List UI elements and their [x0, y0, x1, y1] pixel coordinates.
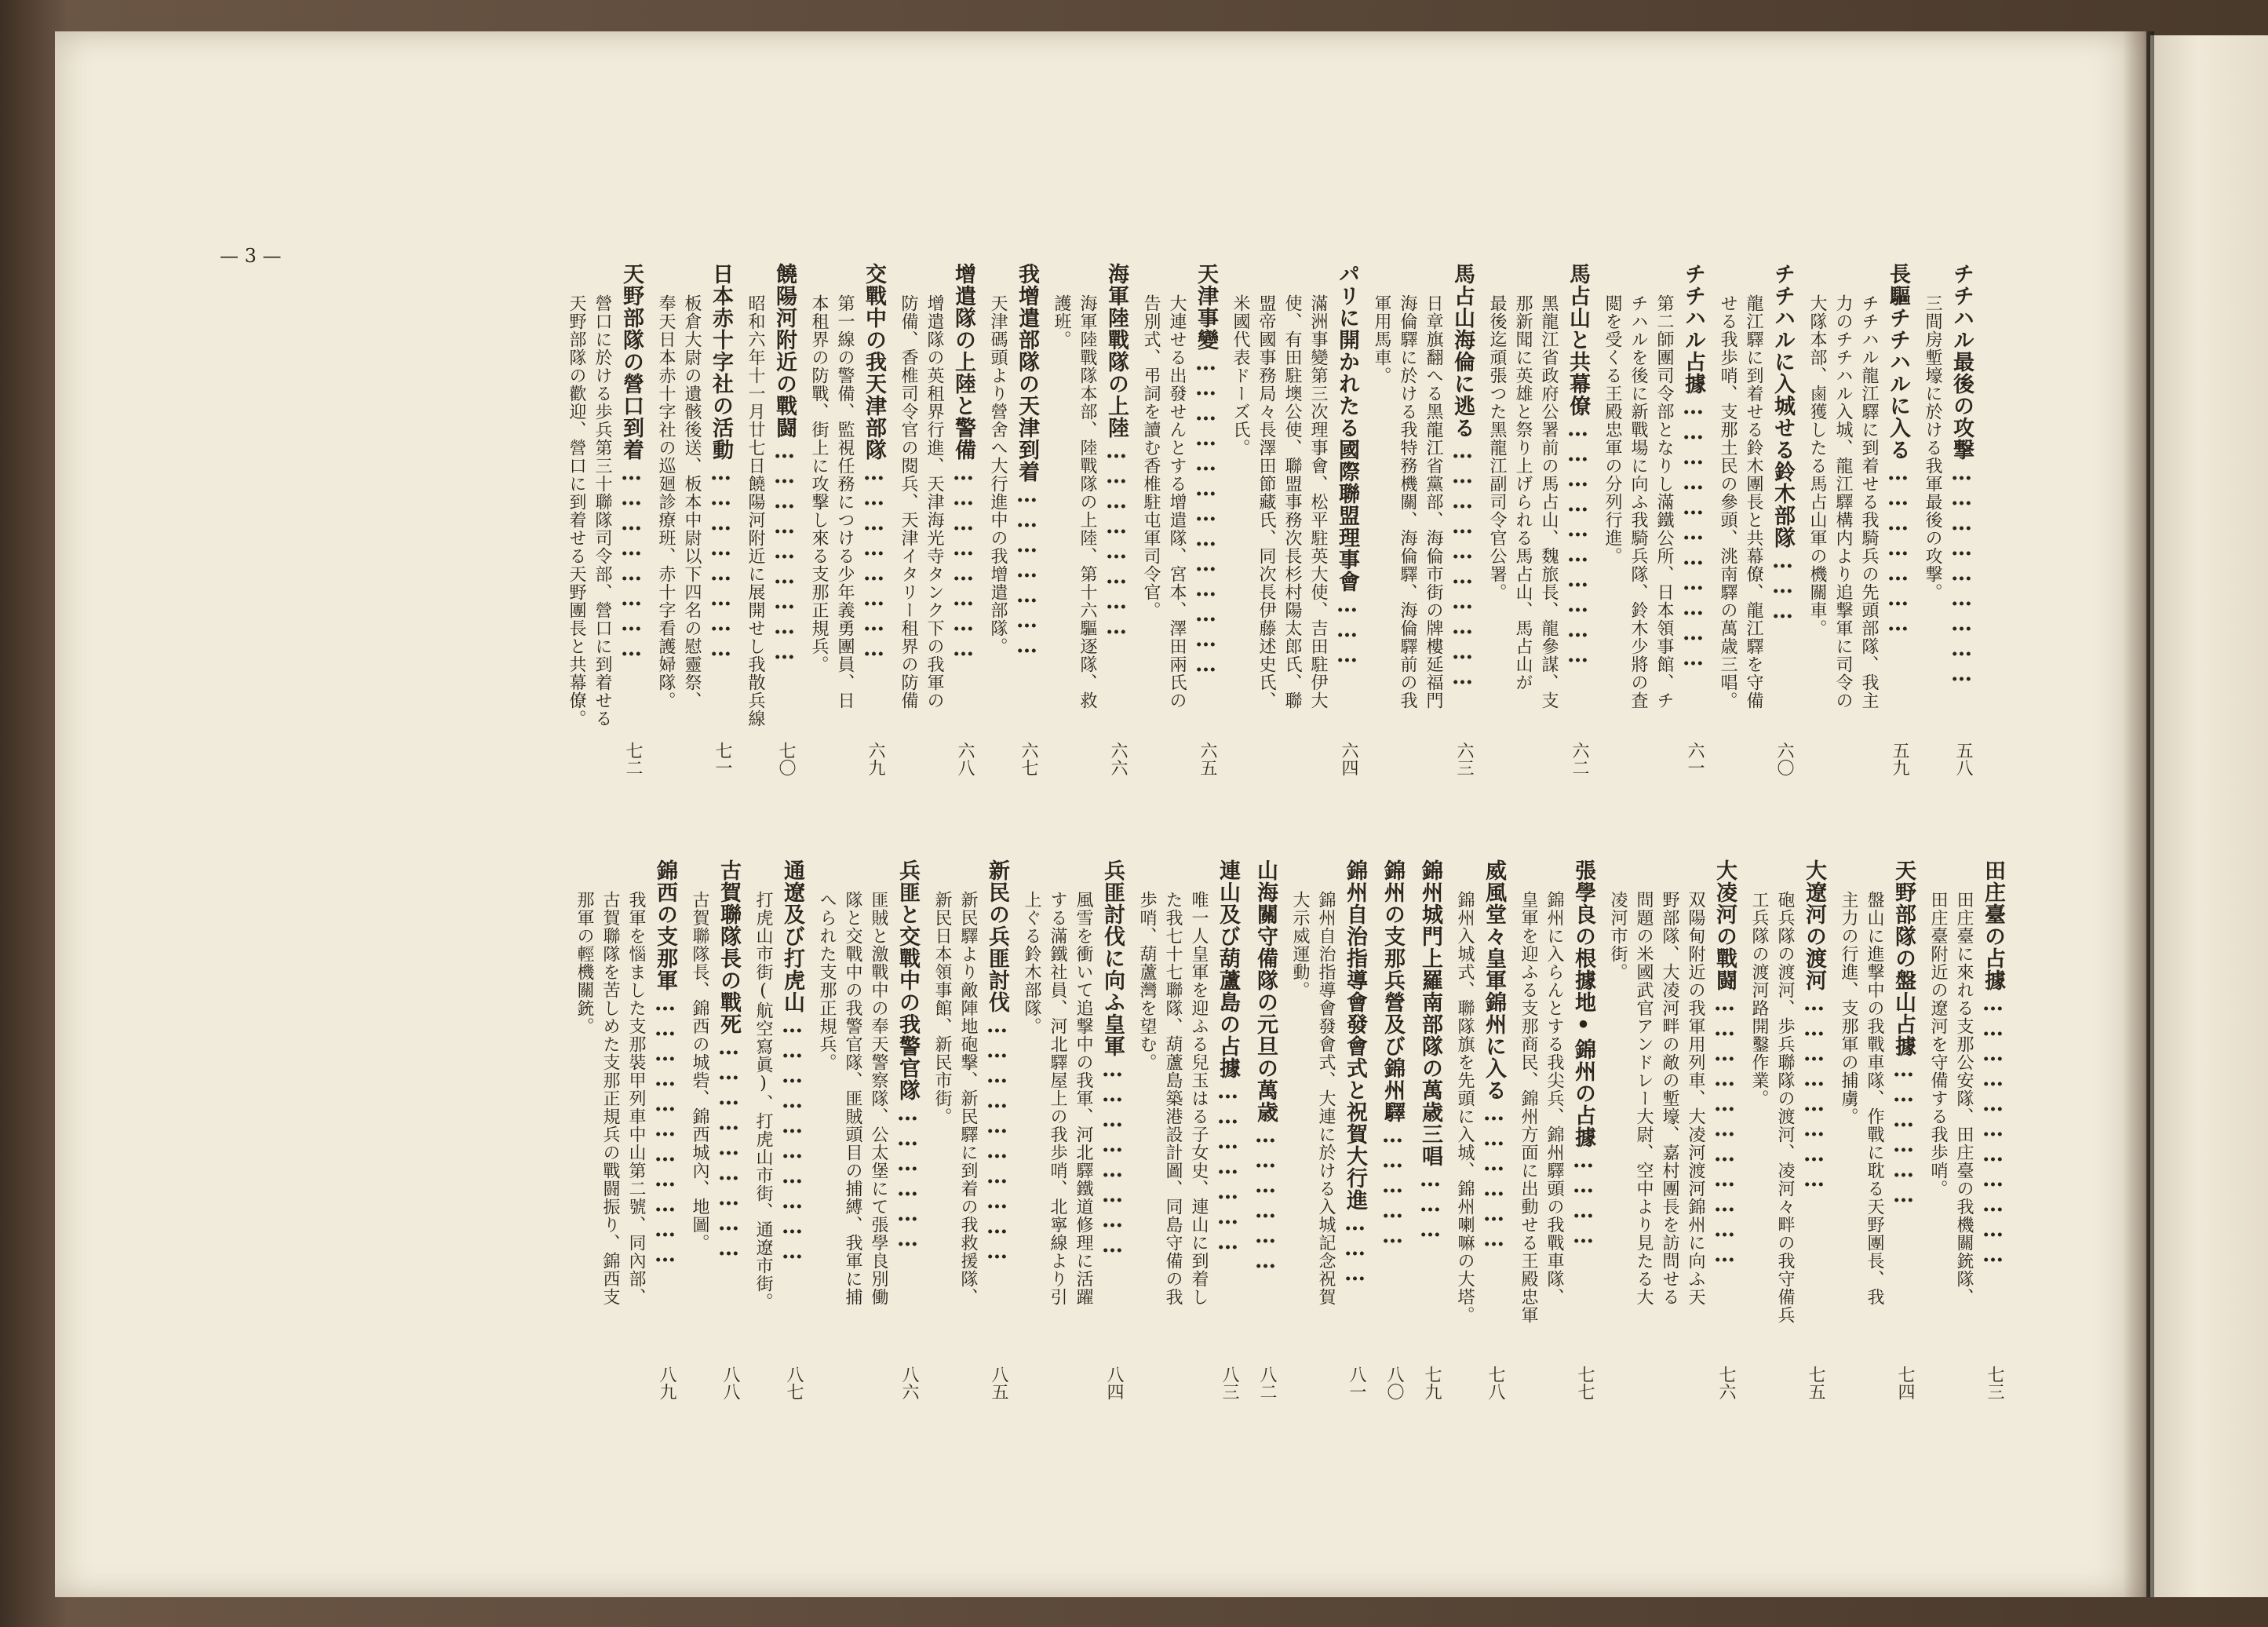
- toc-entry-description: 凌河市街。: [1608, 891, 1628, 981]
- toc-entry-page-number: 六〇: [1774, 742, 1794, 776]
- toc-entry-heading: チチハルに入城せる鈴木部隊………: [1770, 263, 1795, 624]
- toc-entry-heading: 我增遣部隊の天津到着…………………: [1015, 263, 1039, 658]
- toc-entry-heading: 馬占山海倫に逃る…………………………: [1450, 263, 1475, 690]
- toc-entry-heading: 大凌河の戰闘……………………………: [1712, 859, 1737, 1268]
- toc-entry-page-number: 八五: [989, 1366, 1008, 1400]
- toc-entry-description: 告別式、弔詞を讀む香椎駐屯軍司令官。: [1141, 294, 1161, 619]
- toc-entry-description: 防備、香椎司令官の閱兵、天津イタリー租界の防備: [899, 294, 918, 710]
- toc-entry-description: 古賀聯隊を苦しめた支那正規兵の戰闘振り、錦西支: [600, 891, 620, 1306]
- toc-entry-description: 新民日本領事館、新民市街。: [932, 891, 952, 1125]
- toc-entry-description: 問題の米國武官アンドレー大尉、空中より見たる大: [1634, 891, 1654, 1306]
- toc-entry-description: する滿鐵社員、河北驛屋上の我歩哨、北寧線より引: [1048, 891, 1067, 1306]
- next-page-edge: [2150, 35, 2268, 1597]
- toc-entry-description: 閲を受くる王殿忠軍の分列行進。: [1603, 294, 1622, 565]
- toc-entry-description: へられた支那正規兵。: [817, 891, 837, 1071]
- toc-entry-heading: 錦州自治指導會發會式と祝賀大行進………: [1343, 859, 1367, 1286]
- toc-entry-heading: 張學良の根據地•錦州の占據…………: [1571, 859, 1595, 1249]
- toc-entry-page-number: 七八: [1486, 1366, 1505, 1400]
- toc-entry-description: 錦州に入らんとする我尖兵、錦州驛頭の我戰車隊、: [1544, 891, 1564, 1306]
- toc-entry-description: 田庄臺附近の遼河を守備する我歩哨。: [1928, 891, 1948, 1198]
- toc-entry-page-number: 七二: [623, 742, 643, 776]
- toc-entry-heading: 天野部隊の盤山占據………………: [1891, 859, 1916, 1208]
- toc-entry-heading: 古賀聯隊長の戰死………………………: [716, 859, 741, 1261]
- toc-entry-page-number: 七〇: [776, 742, 796, 776]
- toc-entry-description: 新民驛より敵陣地砲撃、新民驛に到着の我救援隊、: [958, 891, 978, 1306]
- toc-entry-page-number: 六七: [1019, 742, 1038, 776]
- toc-entry-page-number: 八三: [1220, 1366, 1239, 1400]
- toc-entry-description: 力のチチハル入城、龍江驛構内より追撃軍に司令の: [1833, 294, 1853, 710]
- toc-entry-description: 隊と交戰中の我警官隊、匪賊頭目の捕縛、我軍に捕: [843, 891, 862, 1306]
- toc-entry-heading: 海軍陸戰隊の上陸……………………: [1104, 263, 1129, 640]
- toc-entry-page-number: 七一: [713, 742, 732, 776]
- toc-entry-description: 打虎山市街(航空寫眞)、打虎山市街、通遼市街。: [753, 891, 773, 1311]
- toc-entry-description: 天野部隊の歡迎、營口に到着せる天野團長と共幕僚。: [567, 294, 586, 728]
- toc-entry-description: チチハル龍江驛に到着せる我騎兵の先頭部隊、我主: [1859, 294, 1879, 710]
- toc-entry-heading: 錦州の支那兵營及び錦州驛……………: [1380, 859, 1405, 1249]
- toc-entry-description: 皇軍を迎ふる支那商民、錦州方面に出動せる王殿忠軍: [1519, 891, 1538, 1324]
- toc-entry-description: 黑龍江省政府公署前の馬占山、魏旅長、龍參謀、支: [1539, 294, 1559, 710]
- toc-entry-heading: 田庄臺の占據……………………………: [1981, 859, 2005, 1268]
- toc-entry-page-number: 七五: [1806, 1366, 1825, 1400]
- toc-entry-description: 大示威運動。: [1290, 891, 1310, 999]
- toc-entry-description: 工兵隊の渡河路開鑿作業。: [1749, 891, 1769, 1107]
- toc-entry-description: せる我歩哨、支那土民の參頭、洮南驛の萬歳三唱。: [1718, 294, 1737, 710]
- toc-entry-heading: パリに開かれたる國際聯盟理事會………: [1335, 263, 1359, 668]
- toc-entry-page-number: 六六: [1108, 742, 1128, 776]
- toc-entry-description: 田庄臺に來れる支那公安隊、田庄臺の我機關銃隊、: [1954, 891, 1974, 1306]
- toc-entry-description: 野部隊、大凌河畔の敵の塹壕、嘉村團長を訪問せる: [1660, 891, 1679, 1306]
- toc-entry-page-number: 六四: [1339, 742, 1358, 776]
- toc-entry-description: 日章旗翻へる黑龍江省黨部、海倫市街の牌樓延福門: [1424, 294, 1443, 710]
- toc-entry-description: 主力の行進、支那軍の捕虜。: [1839, 891, 1858, 1125]
- page-number: — 3 —: [220, 245, 282, 267]
- toc-entry-heading: チチハル占據……………………………: [1681, 263, 1705, 671]
- toc-entry-description: 三間房塹壕に於ける我軍最後の攻撃。: [1923, 294, 1942, 601]
- toc-entry-page-number: 八二: [1257, 1366, 1277, 1400]
- toc-entry-page-number: 七七: [1575, 1366, 1595, 1400]
- toc-entry-description: 我軍を惱ました支那裝甲列車中山第二號、同內部、: [626, 891, 646, 1306]
- toc-entry-description: 龍江驛に到着せる鈴木團長と共幕僚、龍江驛を守備: [1744, 294, 1763, 710]
- toc-entry-description: 第一線の警備、監視任務につける少年義勇團員、日: [835, 294, 855, 710]
- toc-entry-page-number: 七六: [1716, 1366, 1736, 1400]
- toc-entry-heading: 增遣隊の上陸と警備……………………: [951, 263, 975, 662]
- toc-entry-heading: 交戰中の我天津部隊……………………: [862, 263, 886, 662]
- toc-entry-description: 使、有田駐墺公使、聯盟事務次長杉村陽太郎氏、聯: [1282, 294, 1302, 710]
- toc-entry-heading: 通遼及び打虎山…………………………: [780, 859, 804, 1264]
- toc-entry-description: 大隊本部、鹵獲したる馬占山軍の機關車。: [1807, 294, 1827, 637]
- toc-entry-page-number: 六五: [1198, 742, 1217, 776]
- toc-entry-description: 砲兵隊の渡河、歩兵聯隊の渡河、凌河々畔の我守備兵: [1775, 891, 1795, 1324]
- toc-entry-page-number: 八七: [784, 1366, 804, 1400]
- toc-entry-description: 上ぐる鈴木部隊。: [1022, 891, 1041, 1035]
- toc-entry-description: 風雪を衝いて追撃中の我軍、河北驛鐵道修理に活躍: [1074, 891, 1093, 1306]
- toc-entry-heading: チチハル最後の攻撃………………………: [1949, 263, 1974, 687]
- toc-entry-page-number: 六一: [1685, 742, 1705, 776]
- toc-entry-page-number: 六九: [866, 742, 885, 776]
- toc-entry-heading: 錦西の支那軍……………………………: [653, 859, 677, 1268]
- page-fold: [2123, 31, 2154, 1597]
- toc-entry-heading: 馬占山と共幕僚…………………………: [1566, 263, 1590, 668]
- toc-entry-description: た我七十七聯隊、葫蘆島築港設計圖、同島守備の我: [1163, 891, 1183, 1306]
- toc-entry-description: 海軍陸戰隊本部、陸戰隊の上陸、第十六驅逐隊、救: [1077, 294, 1097, 710]
- toc-entry-heading: 長驅チチハルに入る…………………: [1886, 263, 1910, 637]
- toc-entry-description: 增遣隊の英租界行進、天津海光寺タンク下の我軍の: [924, 294, 944, 710]
- toc-entry-description: 双陽甸附近の我軍用列車、大凌河渡河錦州に向ふ天: [1686, 891, 1705, 1306]
- toc-entry-description: 錦州自治指導會發會式、大連に於ける入城記念祝賀: [1316, 891, 1336, 1306]
- toc-entry-page-number: 六三: [1454, 742, 1474, 776]
- toc-entry-description: 最後迄頑張つた黑龍江副司令官公署。: [1487, 294, 1507, 601]
- toc-entry-heading: 日本赤十字社の活動……………………: [709, 263, 733, 662]
- toc-entry-heading: 威風堂々皇軍錦州に入る………………: [1482, 859, 1506, 1252]
- toc-entry-page-number: 五八: [1953, 742, 1973, 776]
- toc-entry-description: チハルを後に新戰場に向ふ我騎兵隊、鈴木少將の査: [1628, 294, 1648, 710]
- toc-entry-description: 大連せる出發せんとする增遣隊、宮本、澤田兩氏の: [1167, 294, 1187, 710]
- toc-entry-description: 本租界の防戰、街上に攻撃し來る支那正規兵。: [809, 294, 829, 673]
- toc-entry-page-number: 八一: [1347, 1366, 1366, 1400]
- toc-entry-page-number: 八四: [1104, 1366, 1124, 1400]
- toc-entry-heading: 山海關守備隊の元旦の萬歳………………: [1253, 859, 1278, 1274]
- toc-entry-page-number: 六二: [1570, 742, 1589, 776]
- toc-entry-heading: 天津事變…………………………………: [1194, 263, 1218, 677]
- toc-entry-description: 唯一人皇軍を迎ふる兒玉はる子女史、連山に到着し: [1189, 891, 1209, 1306]
- toc-entry-description: 營口に於ける歩兵第三十聯隊司令部、營口に到着せる: [593, 294, 612, 728]
- toc-entry-heading: 兵匪討伐に向ふ皇軍……………………: [1100, 859, 1125, 1258]
- toc-entry-page-number: 八九: [657, 1366, 676, 1400]
- toc-entry-description: 軍用馬車。: [1372, 294, 1391, 385]
- toc-entry-description: 匪賊と激戰中の奉天警察隊、公太堡にて張學良別働: [869, 891, 888, 1306]
- toc-entry-heading: 錦州城門上羅南部隊の萬歳三唱………: [1418, 859, 1442, 1242]
- toc-entry-description: 奉天日本赤十字社の巡廻診療班、赤十字看護婦隊。: [656, 294, 676, 710]
- toc-entry-page-number: 七四: [1895, 1366, 1915, 1400]
- toc-entry-heading: 連山及び葫蘆島の占據…………………: [1216, 859, 1240, 1255]
- toc-entry-description: 天津碼頭より營舍へ大行進中の我增遣部隊。: [988, 294, 1008, 655]
- toc-entry-description: 海倫驛に於ける我特務機關、海倫驛、海倫驛前の我: [1398, 294, 1417, 710]
- toc-entry-page-number: 五九: [1890, 742, 1909, 776]
- toc-entry-heading: 大遼河の渡河……………………: [1802, 859, 1826, 1192]
- toc-entry-description: 錦州入城式、聯隊旗を先頭に入城、錦州喇嘛の大塔。: [1455, 891, 1475, 1324]
- toc-entry-description: 滿洲事變第三次理事會、松平駐英大使、吉田駐伊大: [1308, 294, 1328, 710]
- toc-entry-description: 盟帝國事務局々長澤田節藏氏、同次長伊藤述史氏、: [1256, 294, 1276, 710]
- toc-entry-page-number: 八八: [720, 1366, 740, 1400]
- toc-entry-page-number: 六八: [955, 742, 975, 776]
- toc-entry-page-number: 七九: [1422, 1366, 1442, 1400]
- toc-entry-description: 那軍の輕機關銃。: [574, 891, 594, 1035]
- toc-entry-description: 米國代表ドーズ氏。: [1231, 294, 1250, 457]
- toc-entry-description: 昭和六年十一月廿七日饒陽河附近に展開せし我散兵線: [746, 294, 765, 728]
- toc-entry-description: 第二師團司令部となりし滿鐵公所、日本領事館、チ: [1654, 294, 1674, 710]
- toc-entry-description: 古賀聯隊長、錦西の城砦、錦西城內、地圖。: [690, 891, 709, 1252]
- toc-entry-heading: 兵匪と交戰中の我警官隊………………: [895, 859, 920, 1252]
- toc-entry-description: 護班。: [1052, 294, 1071, 348]
- toc-entry-heading: 天野部隊の營口到着……………………: [619, 263, 644, 662]
- toc-entry-description: 板倉大尉の遺骸後送、板本中尉以下四名の慰靈祭、: [682, 294, 702, 710]
- toc-entry-description: 那新聞に英雄と祭り上げられる馬占山、馬占山が: [1513, 294, 1533, 691]
- toc-entry-description: 盤山に進撃中の我戰車隊、作戰に耽る天野團長、我: [1865, 891, 1884, 1306]
- toc-entry-heading: 新民の兵匪討伐…………………………: [985, 859, 1009, 1264]
- toc-entry-description: 歩哨、葫蘆灣を望む。: [1137, 891, 1157, 1071]
- toc-entry-page-number: 八〇: [1384, 1366, 1404, 1400]
- toc-entry-page-number: 七三: [1985, 1366, 2004, 1400]
- toc-entry-page-number: 八六: [899, 1366, 919, 1400]
- toc-entry-heading: 饒陽河附近の戰闘………………………: [772, 263, 797, 665]
